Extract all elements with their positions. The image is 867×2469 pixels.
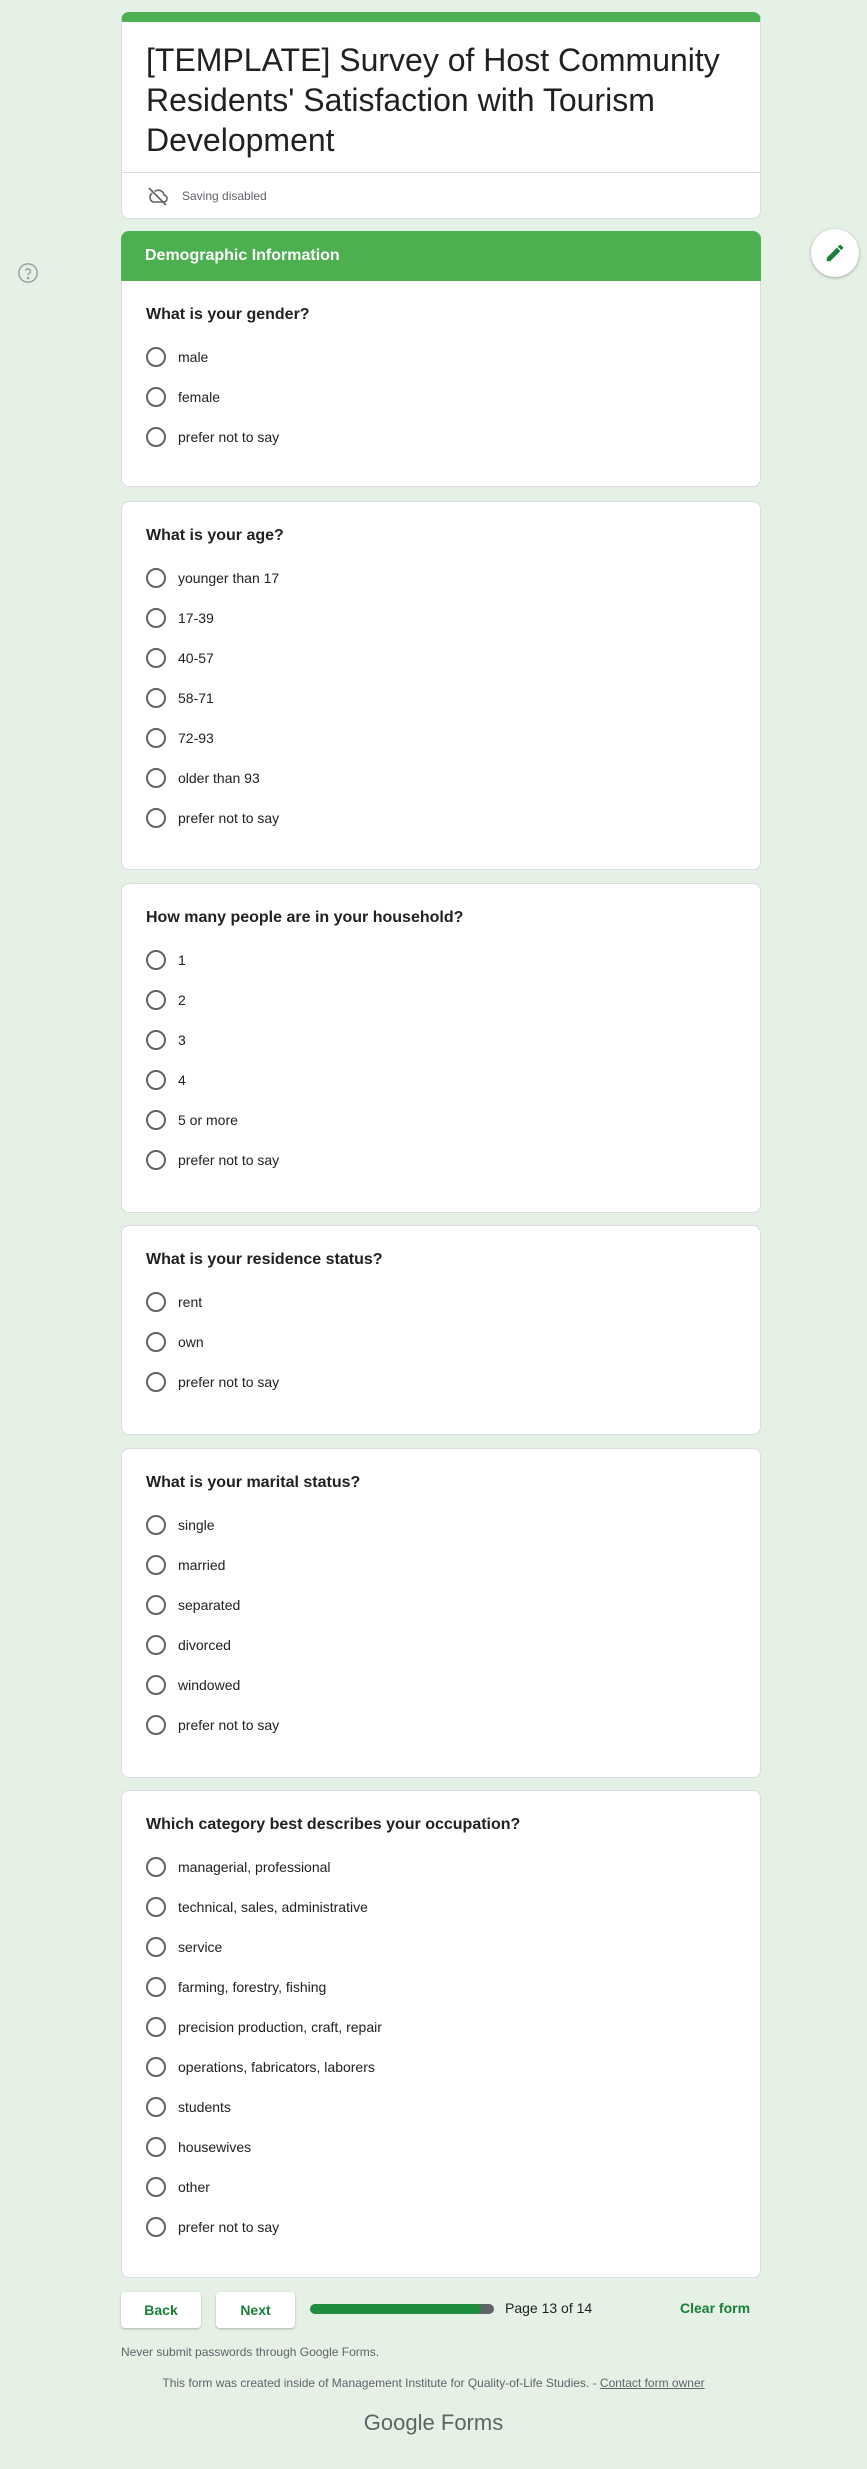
option-label: female <box>178 389 221 405</box>
radio-button[interactable] <box>146 1937 166 1957</box>
option-label: separated <box>178 1597 241 1613</box>
next-button[interactable]: Next <box>216 2292 295 2328</box>
radio-button[interactable] <box>146 990 166 1010</box>
radio-option[interactable] <box>122 1362 760 1402</box>
option-label: 3 <box>178 1032 186 1048</box>
radio-option[interactable] <box>122 798 760 838</box>
radio-option[interactable] <box>122 678 760 718</box>
radio-button[interactable] <box>146 950 166 970</box>
radio-option[interactable] <box>122 1505 760 1545</box>
radio-button[interactable] <box>146 427 166 447</box>
radio-button[interactable] <box>146 608 166 628</box>
radio-option[interactable] <box>122 1140 760 1180</box>
radio-button[interactable] <box>146 1715 166 1735</box>
question-title: How many people are in your household? <box>146 909 464 926</box>
option-label: prefer not to say <box>178 429 280 445</box>
radio-button[interactable] <box>146 1030 166 1050</box>
option-label: own <box>178 1334 204 1350</box>
radio-button[interactable] <box>146 728 166 748</box>
back-button[interactable]: Back <box>121 2292 201 2328</box>
option-label: other <box>178 2179 210 2195</box>
radio-option[interactable] <box>122 1967 760 2007</box>
radio-button[interactable] <box>146 1675 166 1695</box>
option-label: 1 <box>178 952 186 968</box>
google-forms-logo[interactable] <box>0 2410 867 2436</box>
radio-option[interactable] <box>122 718 760 758</box>
option-label: 17-39 <box>178 610 214 626</box>
radio-option[interactable] <box>122 1665 760 1705</box>
radio-button[interactable] <box>146 568 166 588</box>
radio-button[interactable] <box>146 648 166 668</box>
question-title: What is your marital status? <box>146 1474 361 1491</box>
radio-button[interactable] <box>146 1372 166 1392</box>
option-label: prefer not to say <box>178 810 280 826</box>
saving-status-row <box>122 173 760 219</box>
radio-button[interactable] <box>146 1110 166 1130</box>
radio-option[interactable] <box>122 1585 760 1625</box>
option-label: younger than 17 <box>178 570 280 586</box>
form-created-notice <box>0 2376 867 2390</box>
radio-button[interactable] <box>146 2097 166 2117</box>
form-title: [TEMPLATE] Survey of Host Community Residents' Satisfaction with Tourism Development <box>146 42 720 158</box>
option-label: divorced <box>178 1637 231 1653</box>
option-label: service <box>178 1939 223 1955</box>
password-warning: Never submit passwords through Google Forms. <box>121 2345 380 2359</box>
radio-button[interactable] <box>146 2057 166 2077</box>
radio-button[interactable] <box>146 1977 166 1997</box>
edit-form-button[interactable] <box>811 229 859 277</box>
option-label: older than 93 <box>178 770 260 786</box>
radio-option[interactable] <box>122 2127 760 2167</box>
option-label: operations, fabricators, laborers <box>178 2059 375 2075</box>
help-icon[interactable] <box>17 262 39 284</box>
option-label: prefer not to say <box>178 1717 280 1733</box>
radio-button[interactable] <box>146 1595 166 1615</box>
radio-option[interactable] <box>122 377 760 417</box>
radio-option[interactable] <box>122 2007 760 2047</box>
radio-button[interactable] <box>146 808 166 828</box>
question-title: Which category best describes your occupation? <box>146 1816 521 1833</box>
brand-google: Google <box>363 2410 435 2435</box>
radio-button[interactable] <box>146 768 166 788</box>
question-title: What is your age? <box>146 527 284 544</box>
page-indicator: Page 13 of 14 <box>505 2300 593 2316</box>
radio-button[interactable] <box>146 1150 166 1170</box>
question-card-age <box>121 501 761 870</box>
question-card-marital <box>121 1448 761 1778</box>
radio-option[interactable] <box>122 1927 760 1967</box>
option-label: precision production, craft, repair <box>178 2019 382 2035</box>
radio-button[interactable] <box>146 1857 166 1877</box>
radio-option[interactable] <box>122 1060 760 1100</box>
question-card-occupation <box>121 1790 761 2278</box>
radio-option[interactable] <box>122 638 760 678</box>
radio-button[interactable] <box>146 2017 166 2037</box>
radio-option[interactable] <box>122 337 760 377</box>
radio-option[interactable] <box>122 598 760 638</box>
radio-option[interactable] <box>122 417 760 457</box>
section-header: Demographic Information <box>121 231 761 281</box>
saving-status-text: Saving disabled <box>182 189 267 203</box>
radio-option[interactable] <box>122 1020 760 1060</box>
option-label: students <box>178 2099 231 2115</box>
form-header-card <box>121 12 761 219</box>
question-title: What is your residence status? <box>146 1251 383 1268</box>
radio-option[interactable] <box>122 758 760 798</box>
option-label: prefer not to say <box>178 2219 280 2235</box>
option-label: housewives <box>178 2139 252 2155</box>
radio-button[interactable] <box>146 1292 166 1312</box>
radio-option[interactable] <box>122 2047 760 2087</box>
radio-button[interactable] <box>146 1635 166 1655</box>
option-label: 4 <box>178 1072 186 1088</box>
radio-button[interactable] <box>146 688 166 708</box>
radio-option[interactable] <box>122 2087 760 2127</box>
contact-owner-link[interactable]: Contact form owner <box>599 2376 705 2390</box>
progress-bar-fill <box>310 2304 481 2314</box>
radio-button[interactable] <box>146 2137 166 2157</box>
option-label: windowed <box>178 1677 241 1693</box>
question-card-gender <box>121 281 761 487</box>
option-label: single <box>178 1517 215 1533</box>
radio-button[interactable] <box>146 1515 166 1535</box>
radio-option[interactable] <box>122 1100 760 1140</box>
option-label: managerial, professional <box>178 1859 331 1875</box>
cloud-off-icon <box>146 184 170 208</box>
created-text: This form was created inside of Management Institute for Quality-of-Life Studies. - <box>162 2376 600 2390</box>
question-card-residence <box>121 1225 761 1435</box>
option-label: married <box>178 1557 226 1573</box>
option-label: rent <box>178 1294 203 1310</box>
radio-option[interactable] <box>122 1545 760 1585</box>
radio-option[interactable] <box>122 1847 760 1887</box>
radio-button[interactable] <box>146 2177 166 2197</box>
radio-option[interactable] <box>122 2167 760 2207</box>
option-label: 72-93 <box>178 730 214 746</box>
pencil-icon <box>824 242 846 264</box>
option-label: 40-57 <box>178 650 214 666</box>
radio-option[interactable] <box>122 2207 760 2247</box>
option-label: farming, forestry, fishing <box>178 1979 327 1995</box>
radio-button[interactable] <box>146 387 166 407</box>
option-label: prefer not to say <box>178 1152 280 1168</box>
radio-option[interactable] <box>122 940 760 980</box>
radio-option[interactable] <box>122 1625 760 1665</box>
progress-bar <box>310 2304 494 2314</box>
radio-option[interactable] <box>122 1322 760 1362</box>
radio-button[interactable] <box>146 1332 166 1352</box>
radio-button[interactable] <box>146 1897 166 1917</box>
radio-button[interactable] <box>146 347 166 367</box>
option-label: male <box>178 349 209 365</box>
option-label: 58-71 <box>178 690 214 706</box>
radio-button[interactable] <box>146 2217 166 2237</box>
question-title: What is your gender? <box>146 306 310 323</box>
option-label: 5 or more <box>178 1112 238 1128</box>
radio-option[interactable] <box>122 1887 760 1927</box>
option-label: prefer not to say <box>178 1374 280 1390</box>
radio-option[interactable] <box>122 980 760 1020</box>
radio-option[interactable] <box>122 1705 760 1745</box>
radio-option[interactable] <box>122 1282 760 1322</box>
clear-form-button[interactable]: Clear form <box>680 2300 751 2316</box>
brand-forms: Forms <box>440 2410 504 2435</box>
option-label: technical, sales, administrative <box>178 1899 368 1915</box>
radio-button[interactable] <box>146 1070 166 1090</box>
radio-button[interactable] <box>146 1555 166 1575</box>
option-label: 2 <box>178 992 186 1008</box>
question-card-household <box>121 883 761 1213</box>
radio-option[interactable] <box>122 558 760 598</box>
